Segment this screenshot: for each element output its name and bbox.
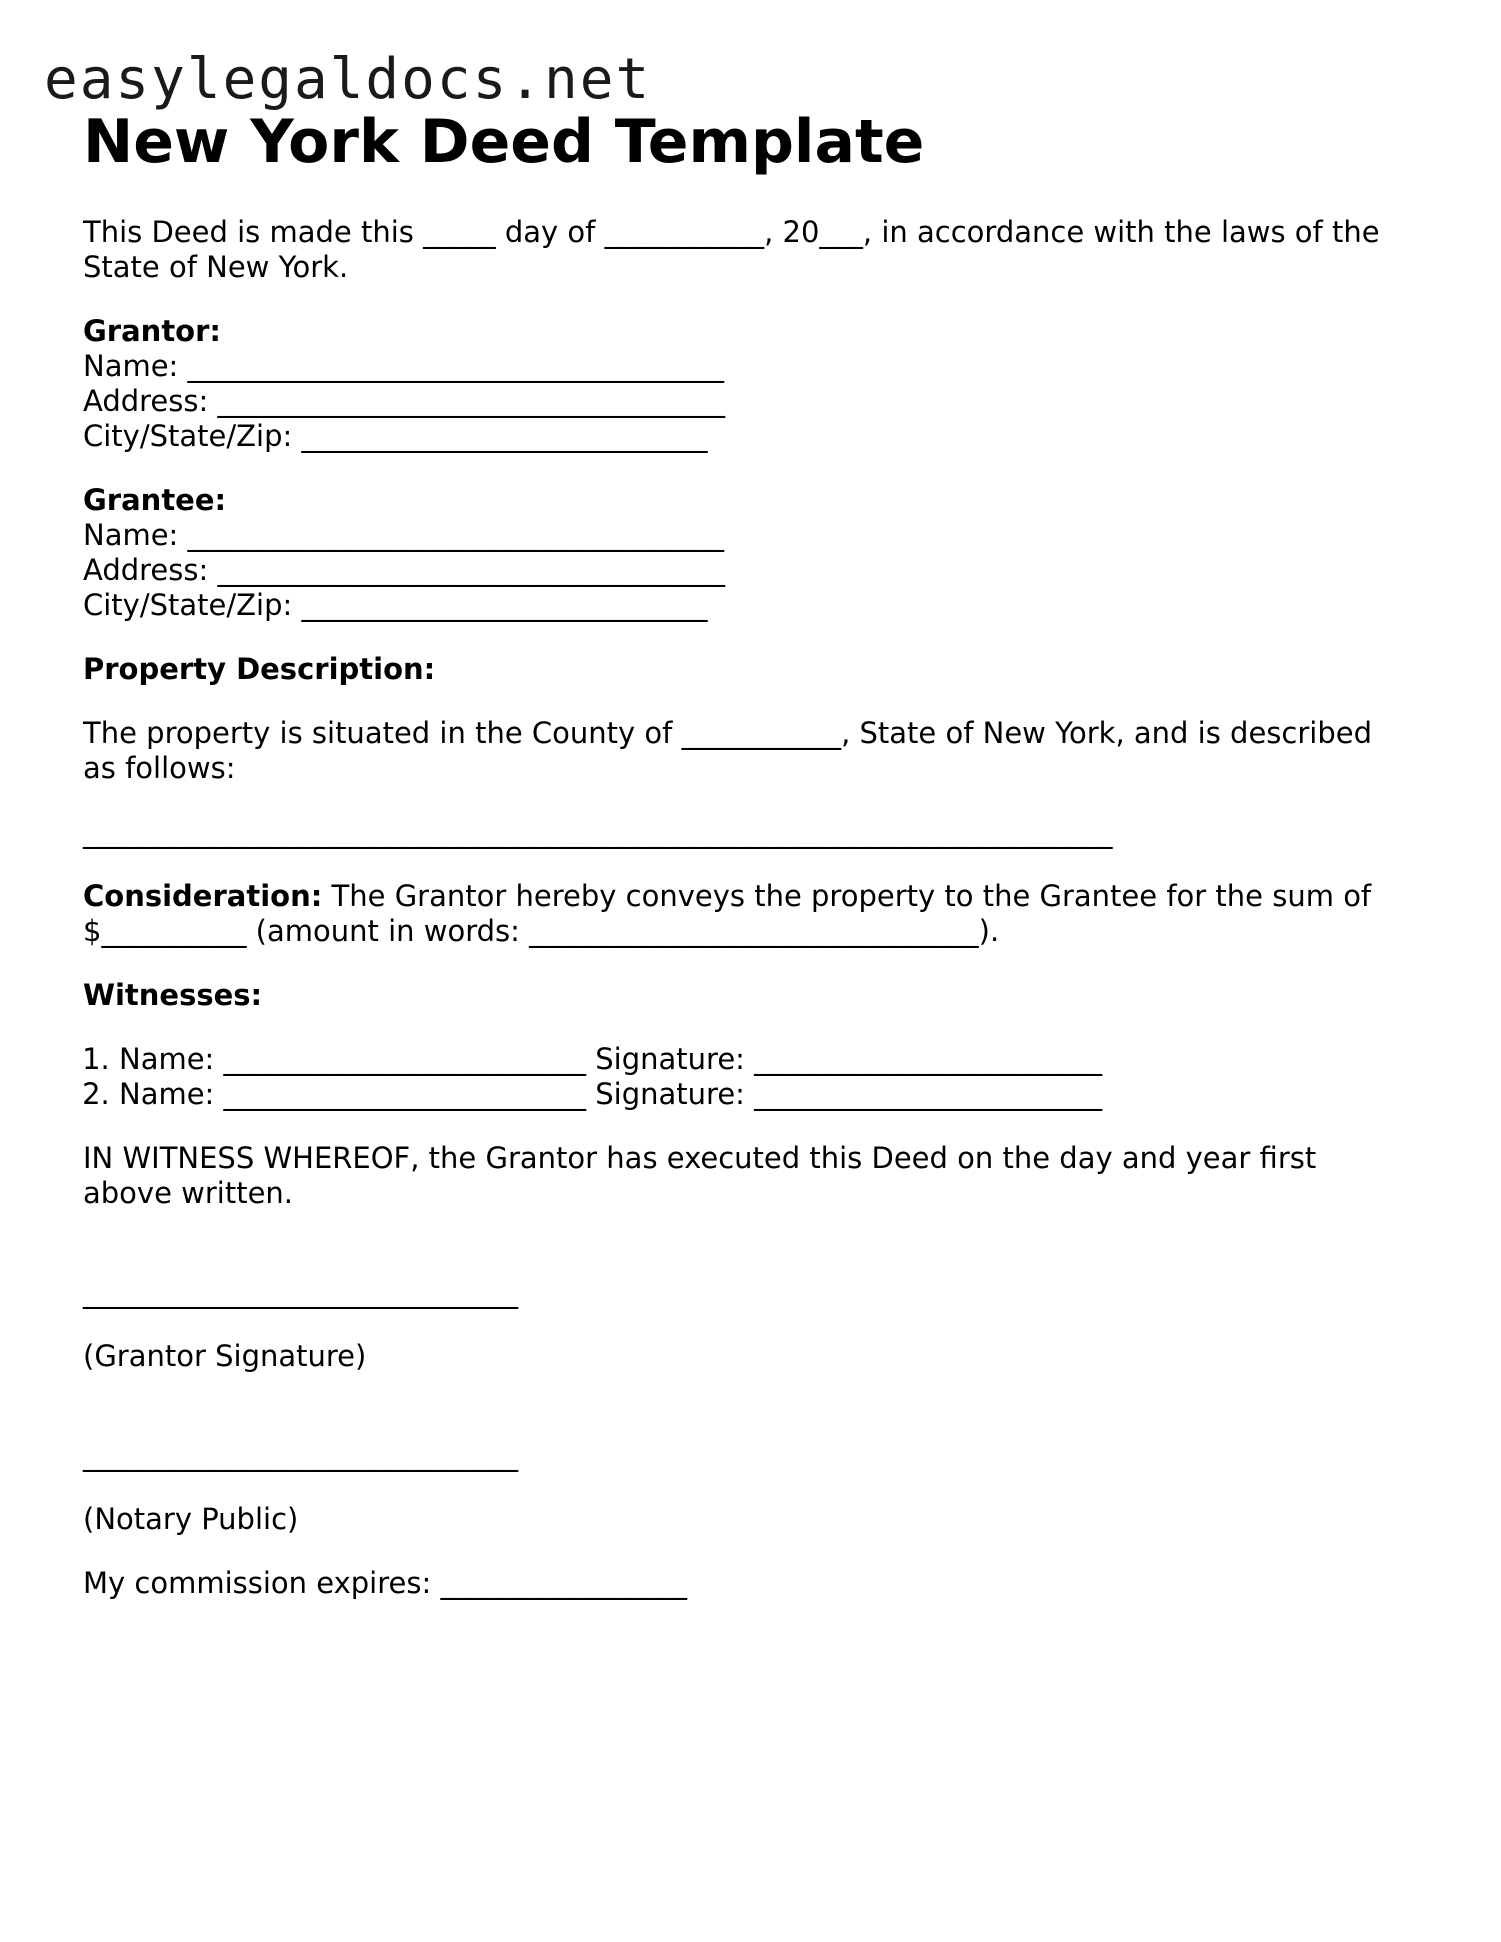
grantee-heading: Grantee: [83,483,227,517]
grantee-address-field: Address: ___________________________________ [83,553,725,587]
property-heading: Property Description: [83,652,436,686]
consideration-paragraph [83,879,1413,949]
deed-body [83,215,1413,1630]
notary-signature-line: ______________________________ [83,1438,518,1472]
grantor-section [83,314,1413,454]
grantee-section [83,483,1413,623]
grantor-address-field: Address: ___________________________________ [83,384,725,418]
witness-item: 2. Name: _________________________ Signature: ________________________ [119,1077,1413,1112]
intro-paragraph: This Deed is made this _____ day of ___________, 20___, in accordance with the laws of the State of New York. [83,215,1389,284]
spacer [83,1240,1413,1275]
witnesses-heading: Witnesses: [83,978,263,1012]
witness-list [83,1042,1413,1112]
spacer [83,1403,1413,1438]
document-title: New York Deed Template [83,107,925,177]
notary-label: (Notary Public) [83,1502,299,1536]
grantor-signature-line: ______________________________ [83,1275,518,1309]
in-witness-paragraph: IN WITNESS WHEREOF, the Grantor has executed this Deed on the day and year first above written. [83,1141,1326,1210]
grantee-city-field: City/State/Zip: ____________________________ [83,588,708,622]
site-watermark: easylegaldocs.net [44,47,652,112]
grantor-signature-label: (Grantor Signature) [83,1339,367,1373]
consideration-label: Consideration: [83,879,323,913]
property-text: The property is situated in the County of ___________, State of New York, and is described as follows: [83,716,1382,785]
grantee-name-field: Name: _____________________________________ [83,518,725,552]
witness-item: 1. Name: _________________________ Signature: ________________________ [119,1042,1413,1077]
grantor-heading: Grantor: [83,314,222,348]
commission-expires: My commission expires: _________________ [83,1566,687,1600]
grantor-city-field: City/State/Zip: ____________________________ [83,419,708,453]
property-description-line: _______________________________________________________________________ [83,815,1113,849]
consideration-text: The Grantor hereby conveys the property to the Grantee for the sum of $__________ (amount in words: _______________________________). [83,879,1381,948]
grantor-name-field: Name: _____________________________________ [83,349,725,383]
